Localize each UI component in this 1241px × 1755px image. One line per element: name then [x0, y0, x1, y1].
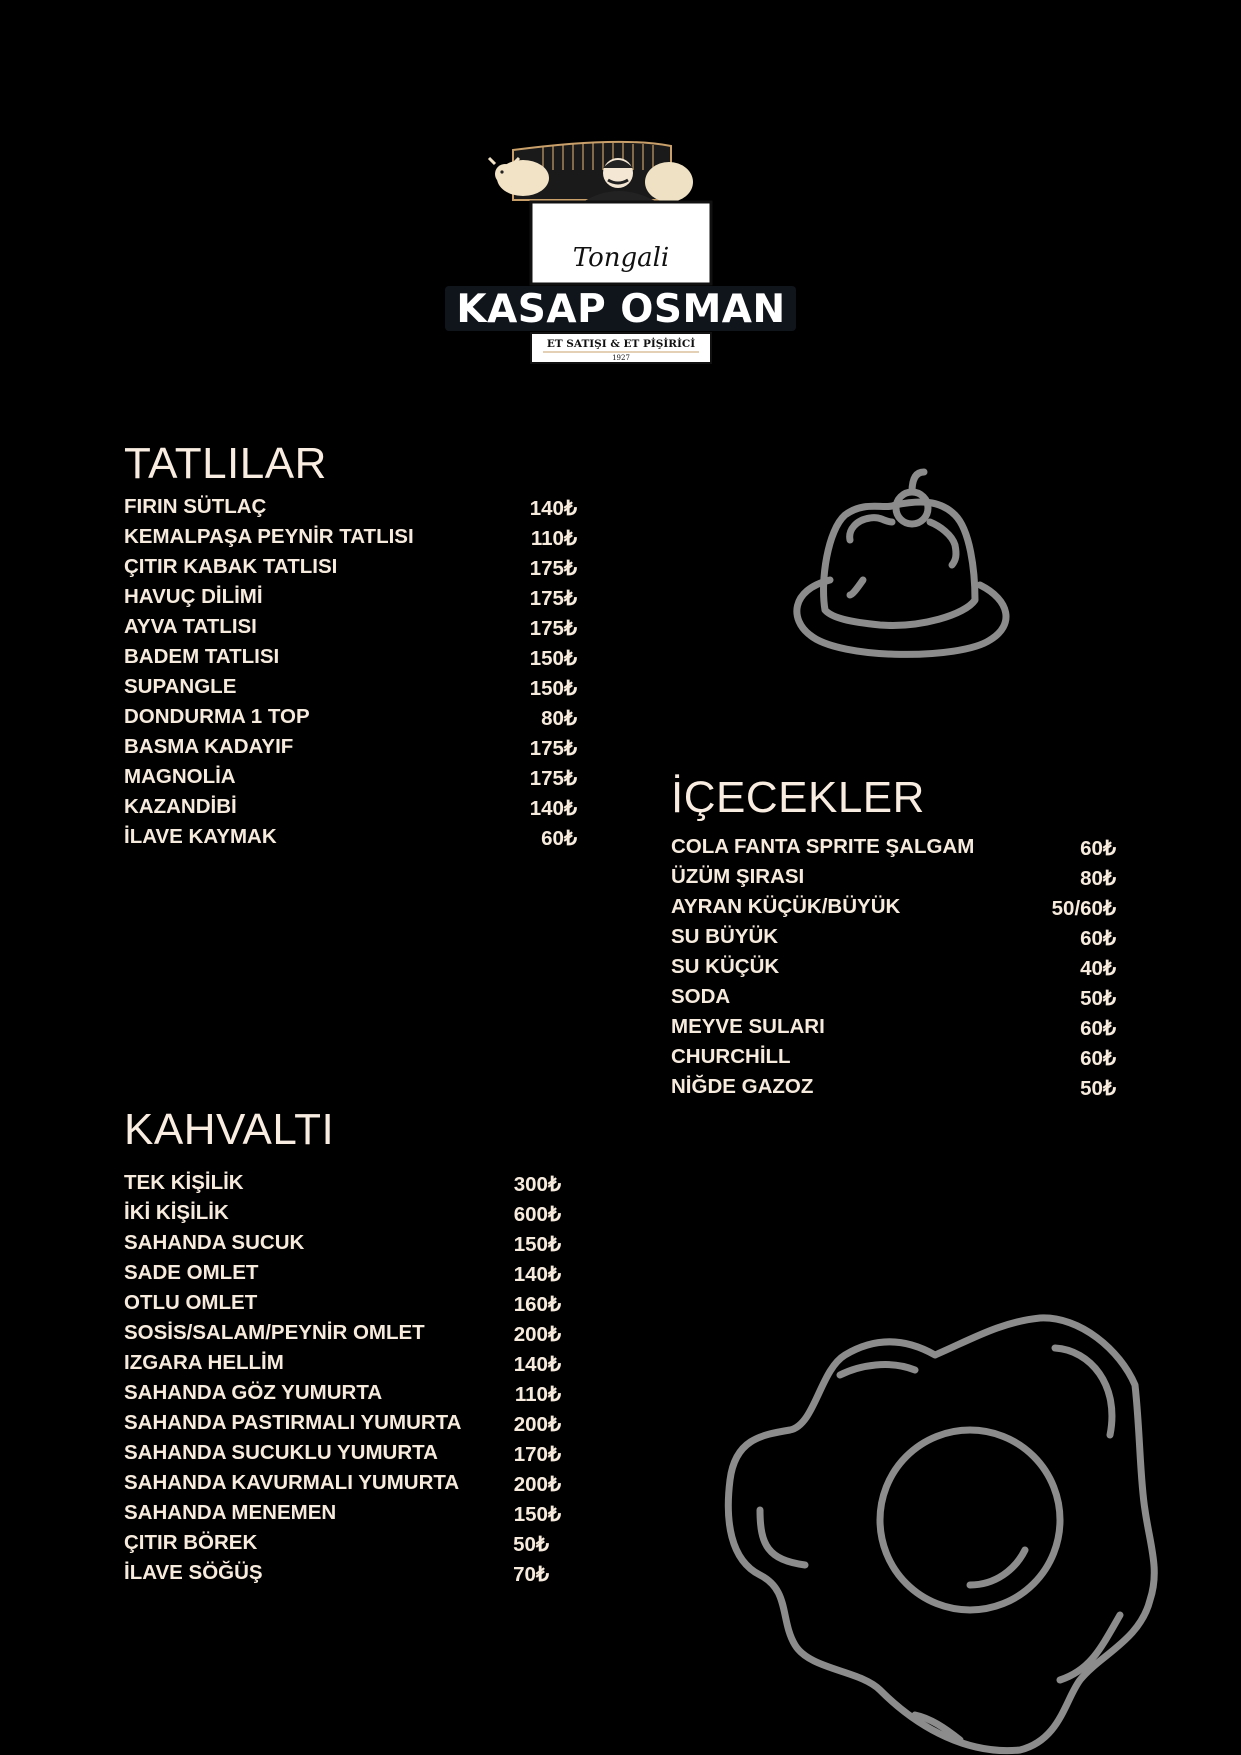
- menu-item-name: SAHANDA SUCUK: [124, 1231, 305, 1254]
- menu-item-name: HAVUÇ DİLİMİ: [124, 585, 263, 608]
- menu-item-price: 300₺: [513, 1173, 561, 1196]
- menu-item: [671, 834, 1116, 864]
- menu-item: [671, 924, 1116, 954]
- menu-item-name: DONDURMA 1 TOP: [124, 705, 310, 728]
- menu-item-name: ÜZÜM ŞIRASI: [671, 865, 805, 888]
- menu-item: [124, 1470, 561, 1500]
- menu-item: [671, 1014, 1116, 1044]
- menu-item-price: 50₺: [1080, 1077, 1116, 1100]
- menu-item-price: 150₺: [529, 647, 577, 670]
- menu-item-price: 150₺: [529, 677, 577, 700]
- menu-item-price: 60₺: [1080, 1047, 1116, 1070]
- menu-item: [124, 1290, 561, 1320]
- menu-item-name: KEMALPAŞA PEYNİR TATLISI: [124, 525, 414, 548]
- menu-item-name: NİĞDE GAZOZ: [671, 1075, 814, 1098]
- menu-item-price: 110₺: [530, 527, 577, 550]
- svg-text:KASAP OSMAN: KASAP OSMAN: [456, 287, 786, 332]
- menu-item-price: 175₺: [529, 737, 577, 760]
- menu-item-name: MAGNOLİA: [124, 765, 236, 788]
- menu-item-name: MEYVE SULARI: [671, 1015, 825, 1038]
- section-title-tatlilar: TATLILAR: [124, 439, 327, 488]
- menu-item-price: 60₺: [541, 827, 577, 850]
- fried-egg-icon: [720, 1310, 1180, 1755]
- menu-item: [124, 1170, 561, 1200]
- menu-item-name: SAHANDA MENEMEN: [124, 1501, 337, 1524]
- menu-item-name: SAHANDA KAVURMALI YUMURTA: [124, 1471, 460, 1494]
- menu-item-price: 60₺: [1080, 1017, 1116, 1040]
- menu-item-name: OTLU OMLET: [124, 1291, 258, 1314]
- menu-item: [124, 1260, 561, 1290]
- menu-item: [671, 894, 1116, 924]
- menu-item-price: 50₺: [1080, 987, 1116, 1010]
- menu-item-name: BASMA KADAYIF: [124, 735, 294, 758]
- menu-item-price: 200₺: [513, 1413, 561, 1436]
- menu-item-name: AYVA TATLISI: [124, 615, 257, 638]
- menu-item: [124, 1350, 561, 1380]
- menu-item-price: 200₺: [513, 1323, 561, 1346]
- menu-item: [671, 1074, 1116, 1104]
- menu-item-price: 140₺: [513, 1353, 561, 1376]
- svg-text:Tongali: Tongali: [572, 243, 670, 273]
- menu-item-price: 170₺: [513, 1443, 561, 1466]
- menu-item-price: 175₺: [529, 557, 577, 580]
- menu-item-price: 60₺: [1080, 837, 1116, 860]
- menu-item: [124, 1380, 561, 1410]
- menu-item-name: ÇITIR BÖREK: [124, 1531, 258, 1554]
- section-title-kahvalti: KAHVALTI: [124, 1105, 335, 1154]
- menu-list-kahvalti: [124, 1170, 561, 1590]
- svg-text:1927: 1927: [612, 354, 630, 362]
- menu-item: [124, 1500, 561, 1530]
- menu-item-price: 140₺: [513, 1263, 561, 1286]
- svg-text:ET SATIŞI & ET PİŞİRİCİ: ET SATIŞI & ET PİŞİRİCİ: [546, 338, 696, 350]
- pudding-icon: [770, 460, 1025, 685]
- menu-list-tatlilar: [124, 494, 577, 854]
- menu-item: [124, 644, 577, 674]
- menu-item-name: IZGARA HELLİM: [124, 1351, 284, 1374]
- menu-item: [124, 554, 577, 584]
- menu-item-price: 80₺: [541, 707, 577, 730]
- menu-item-name: SU KÜÇÜK: [671, 955, 780, 978]
- menu-item: [671, 954, 1116, 984]
- menu-item-price: 60₺: [1080, 927, 1116, 950]
- menu-item-name: SOSİS/SALAM/PEYNİR OMLET: [124, 1321, 425, 1344]
- menu-item-price: 50/60₺: [1051, 897, 1116, 920]
- kasap-osman-logo-icon: [443, 140, 798, 365]
- menu-item-price: 175₺: [529, 767, 577, 790]
- menu-item-name: İKİ KİŞİLİK: [124, 1201, 229, 1224]
- menu-item-price: 150₺: [513, 1503, 561, 1526]
- brand-logo: [443, 140, 798, 365]
- menu-item: [671, 864, 1116, 894]
- menu-item: [124, 674, 577, 704]
- menu-item-name: SUPANGLE: [124, 675, 237, 698]
- menu-item-name: TEK KİŞİLİK: [124, 1171, 244, 1194]
- menu-item-price: 70₺: [513, 1563, 549, 1586]
- menu-item: [124, 1560, 561, 1590]
- menu-item-name: KAZANDİBİ: [124, 795, 237, 818]
- menu-item: [124, 1410, 561, 1440]
- menu-item-name: COLA FANTA SPRITE ŞALGAM: [671, 835, 975, 858]
- menu-item-price: 40₺: [1080, 957, 1116, 980]
- menu-item: [124, 1530, 561, 1560]
- menu-item-price: 175₺: [529, 587, 577, 610]
- menu-item-price: 110₺: [514, 1383, 561, 1406]
- menu-item-name: İLAVE SÖĞÜŞ: [124, 1561, 263, 1584]
- menu-item-price: 175₺: [529, 617, 577, 640]
- menu-item-price: 150₺: [513, 1233, 561, 1256]
- menu-item: [124, 1440, 561, 1470]
- menu-item-price: 160₺: [513, 1293, 561, 1316]
- menu-item-price: 140₺: [529, 797, 577, 820]
- menu-item: [124, 584, 577, 614]
- menu-item-name: İLAVE KAYMAK: [124, 825, 277, 848]
- menu-item-name: ÇITIR KABAK TATLISI: [124, 555, 338, 578]
- menu-item-price: 200₺: [513, 1473, 561, 1496]
- menu-item: [124, 734, 577, 764]
- menu-item: [124, 524, 577, 554]
- menu-item: [124, 1320, 561, 1350]
- menu-item: [124, 704, 577, 734]
- menu-item-name: SADE OMLET: [124, 1261, 259, 1284]
- menu-item: [124, 824, 577, 854]
- menu-item: [124, 494, 577, 524]
- menu-item-price: 50₺: [513, 1533, 549, 1556]
- menu-item-name: AYRAN KÜÇÜK/BÜYÜK: [671, 895, 901, 918]
- menu-item: [124, 614, 577, 644]
- menu-item: [671, 984, 1116, 1014]
- menu-item-name: SAHANDA PASTIRMALI YUMURTA: [124, 1411, 462, 1434]
- section-title-icecekler: İÇECEKLER: [671, 773, 925, 822]
- menu-item-price: 80₺: [1080, 867, 1116, 890]
- menu-item: [671, 1044, 1116, 1074]
- menu-item: [124, 1230, 561, 1260]
- menu-item-name: SODA: [671, 985, 731, 1008]
- menu-item-name: SAHANDA GÖZ YUMURTA: [124, 1381, 383, 1404]
- menu-item-name: BADEM TATLISI: [124, 645, 280, 668]
- menu-item-name: SU BÜYÜK: [671, 925, 779, 948]
- menu-item-price: 600₺: [513, 1203, 561, 1226]
- menu-item-name: SAHANDA SUCUKLU YUMURTA: [124, 1441, 438, 1464]
- menu-item-price: 140₺: [529, 497, 577, 520]
- menu-item-name: FIRIN SÜTLAÇ: [124, 495, 267, 518]
- menu-list-icecekler: [671, 834, 1116, 1104]
- menu-item: [124, 764, 577, 794]
- menu-item: [124, 794, 577, 824]
- menu-item-name: CHURCHİLL: [671, 1045, 791, 1068]
- menu-item: [124, 1200, 561, 1230]
